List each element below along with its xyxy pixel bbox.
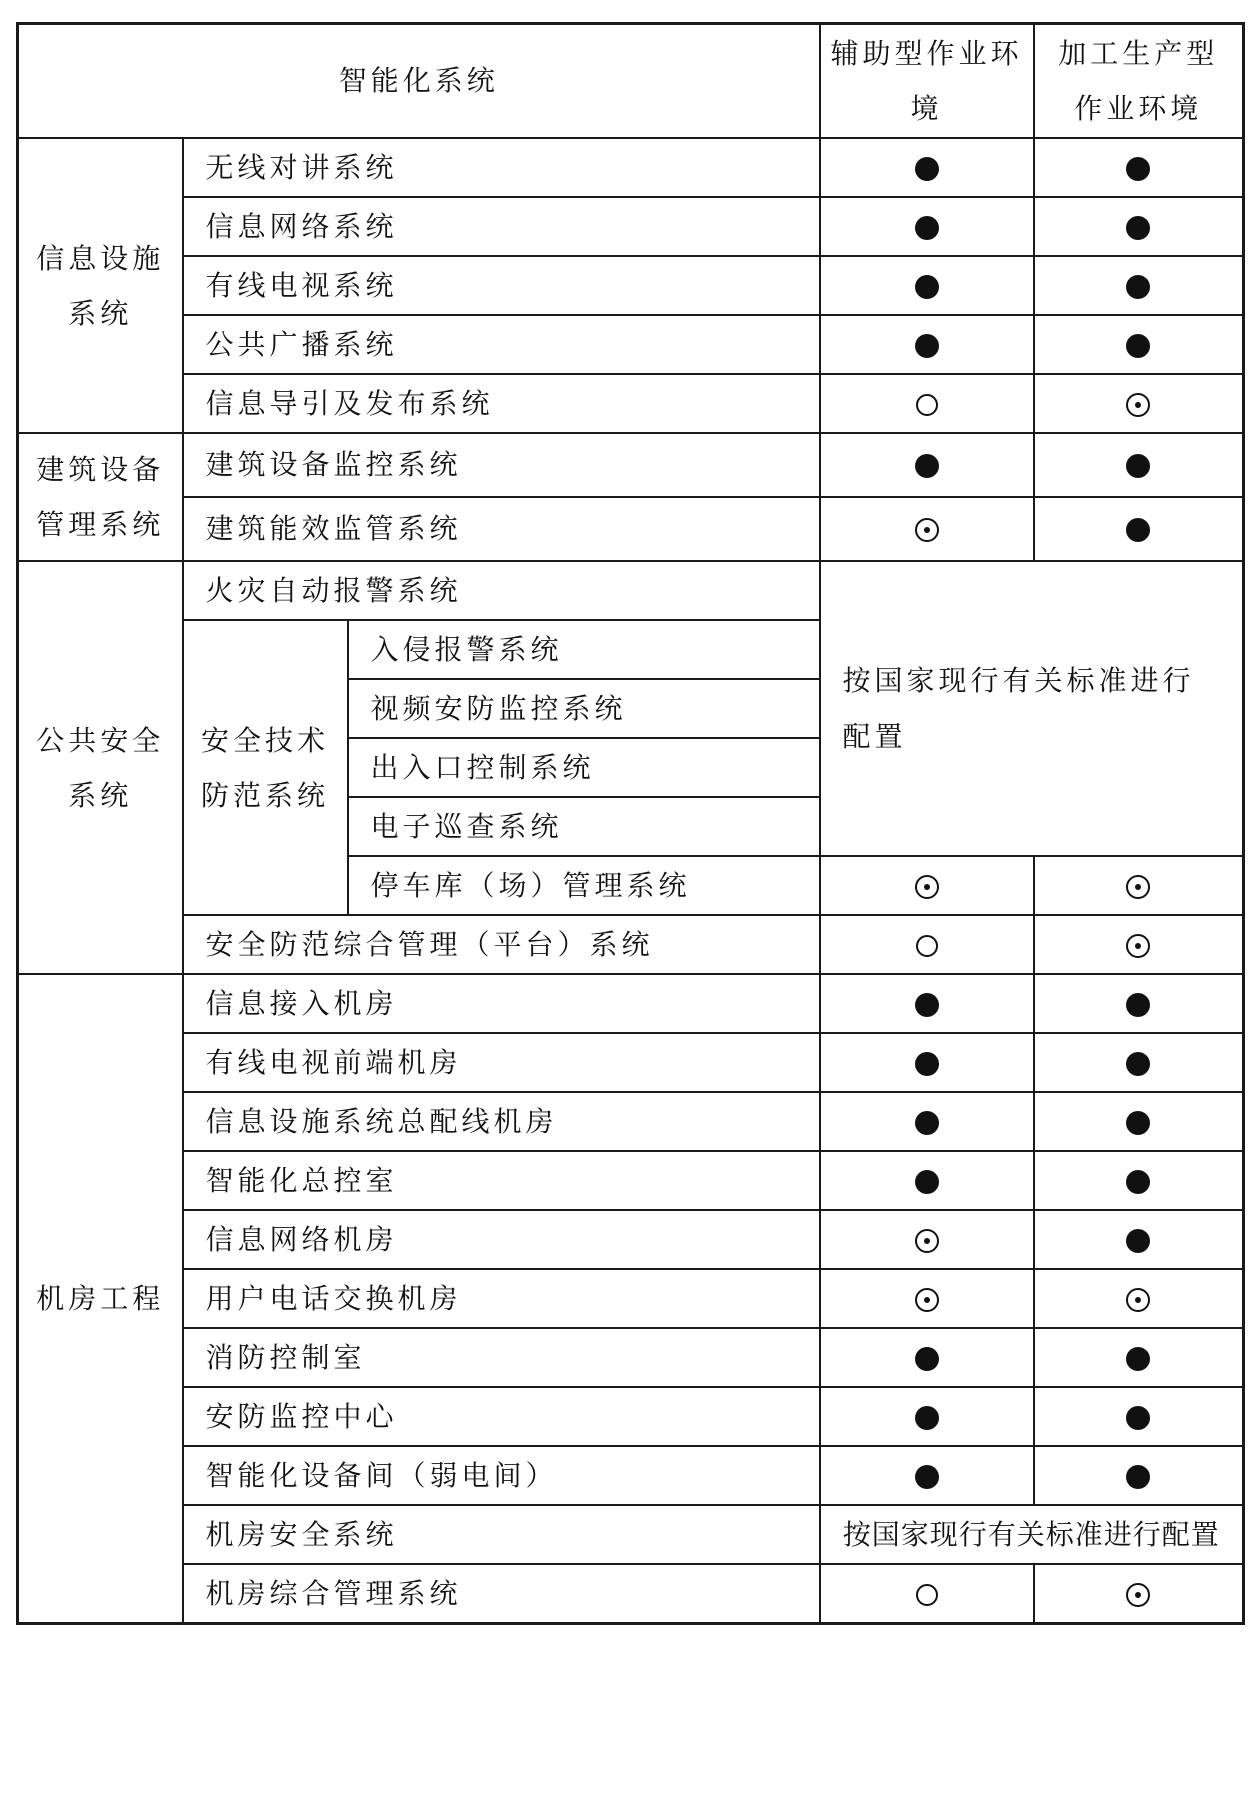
- row-name: 公共广播系统: [183, 315, 820, 374]
- dot-icon: [1126, 1347, 1150, 1371]
- row-name: 信息设施系统总配线机房: [183, 1092, 820, 1151]
- mark-auxiliary: [820, 1564, 1034, 1624]
- mark-processing: [1034, 497, 1244, 561]
- group-machine: 机房工程: [18, 974, 183, 1624]
- mark-processing: [1034, 315, 1244, 374]
- group-info: 信息设施系统: [18, 138, 183, 433]
- dot-icon: [1126, 157, 1150, 181]
- row-name: 信息接入机房: [183, 974, 820, 1033]
- row-name: 建筑设备监控系统: [183, 433, 820, 497]
- mark-auxiliary: [820, 915, 1034, 974]
- dot-icon: [1126, 1052, 1150, 1076]
- dot-icon: [1126, 1465, 1150, 1489]
- table-row: [18, 138, 1244, 197]
- row-name: 有线电视前端机房: [183, 1033, 820, 1092]
- config-table: [16, 22, 1245, 1625]
- dot-icon: [915, 275, 939, 299]
- table-row: [18, 1564, 1244, 1624]
- mark-processing: [1034, 974, 1244, 1033]
- table-row: [18, 974, 1244, 1033]
- header-system: 智能化系统: [18, 24, 820, 139]
- dot-icon: [915, 334, 939, 358]
- row-name: 停车库（场）管理系统: [348, 856, 820, 915]
- mark-auxiliary: [820, 315, 1034, 374]
- group-security: 公共安全系统: [18, 561, 183, 974]
- mark-processing: [1034, 138, 1244, 197]
- dot-icon: [915, 1052, 939, 1076]
- table-row: [18, 1387, 1244, 1446]
- ringdot-icon: [915, 518, 939, 542]
- row-name: 机房综合管理系统: [183, 1564, 820, 1624]
- ringdot-icon: [915, 875, 939, 899]
- ringdot-icon: [1126, 934, 1150, 958]
- table-row: [18, 1505, 1244, 1564]
- dot-icon: [915, 216, 939, 240]
- dot-icon: [1126, 454, 1150, 478]
- header-auxiliary: 辅助型作业环境: [820, 24, 1034, 139]
- row-name: 入侵报警系统: [348, 620, 820, 679]
- table-wrapper: [16, 22, 1245, 1625]
- dot-icon: [1126, 334, 1150, 358]
- mark-processing: [1034, 374, 1244, 433]
- mark-auxiliary: [820, 974, 1034, 1033]
- header-processing: 加工生产型作业环境: [1034, 24, 1244, 139]
- row-name: 有线电视系统: [183, 256, 820, 315]
- dot-icon: [915, 157, 939, 181]
- ringdot-icon: [1126, 1583, 1150, 1607]
- mark-auxiliary: [820, 1092, 1034, 1151]
- mark-processing: [1034, 256, 1244, 315]
- dot-icon: [1126, 993, 1150, 1017]
- ringdot-icon: [1126, 1288, 1150, 1312]
- mark-processing: [1034, 1387, 1244, 1446]
- table-row: [18, 497, 1244, 561]
- dot-icon: [915, 454, 939, 478]
- mark-auxiliary: [820, 1269, 1034, 1328]
- mark-processing: [1034, 1446, 1244, 1505]
- row-name: 智能化设备间（弱电间）: [183, 1446, 820, 1505]
- group-building: 建筑设备管理系统: [18, 433, 183, 561]
- security-merged-note: 按国家现行有关标准进行配置: [820, 561, 1244, 856]
- mark-auxiliary: [820, 1387, 1034, 1446]
- table-row: [18, 915, 1244, 974]
- mark-processing: [1034, 1092, 1244, 1151]
- row-name: 信息网络机房: [183, 1210, 820, 1269]
- mark-auxiliary: [820, 856, 1034, 915]
- ring-icon: [916, 1584, 938, 1606]
- mark-auxiliary: [820, 1033, 1034, 1092]
- mark-processing: [1034, 856, 1244, 915]
- dot-icon: [1126, 1170, 1150, 1194]
- table-row: [18, 1092, 1244, 1151]
- ringdot-icon: [1126, 393, 1150, 417]
- table-row: [18, 1269, 1244, 1328]
- group-sectech: 安全技术防范系统: [183, 620, 348, 915]
- row-name: 安防监控中心: [183, 1387, 820, 1446]
- mark-auxiliary: [820, 1446, 1034, 1505]
- mark-auxiliary: [820, 1210, 1034, 1269]
- mark-auxiliary: [820, 433, 1034, 497]
- dot-icon: [1126, 275, 1150, 299]
- mark-processing: [1034, 1328, 1244, 1387]
- table-row: [18, 1033, 1244, 1092]
- ringdot-icon: [915, 1229, 939, 1253]
- header-row: [18, 24, 1244, 139]
- mark-processing: [1034, 1033, 1244, 1092]
- mark-processing: [1034, 915, 1244, 974]
- dot-icon: [915, 1347, 939, 1371]
- row-name: 信息导引及发布系统: [183, 374, 820, 433]
- ringdot-icon: [915, 1288, 939, 1312]
- ring-icon: [916, 394, 938, 416]
- dot-icon: [1126, 1406, 1150, 1430]
- mark-auxiliary: [820, 374, 1034, 433]
- dot-icon: [1126, 1229, 1150, 1253]
- row-name: 消防控制室: [183, 1328, 820, 1387]
- dot-icon: [1126, 518, 1150, 542]
- mark-processing: [1034, 1269, 1244, 1328]
- mark-processing: [1034, 433, 1244, 497]
- table-row: [18, 374, 1244, 433]
- mark-auxiliary: [820, 1328, 1034, 1387]
- row-name: 建筑能效监管系统: [183, 497, 820, 561]
- dot-icon: [915, 993, 939, 1017]
- table-row: [18, 1328, 1244, 1387]
- table-row: [18, 1151, 1244, 1210]
- ring-icon: [916, 935, 938, 957]
- mark-auxiliary: [820, 197, 1034, 256]
- mark-auxiliary: [820, 138, 1034, 197]
- table-row: [18, 433, 1244, 497]
- machine-merged-note: 按国家现行有关标准进行配置: [820, 1505, 1244, 1564]
- table-row: [18, 197, 1244, 256]
- mark-processing: [1034, 197, 1244, 256]
- mark-processing: [1034, 1210, 1244, 1269]
- ringdot-icon: [1126, 875, 1150, 899]
- dot-icon: [915, 1465, 939, 1489]
- row-name: 出入口控制系统: [348, 738, 820, 797]
- dot-icon: [915, 1111, 939, 1135]
- row-name: 电子巡查系统: [348, 797, 820, 856]
- table-row: [18, 1446, 1244, 1505]
- row-name: 视频安防监控系统: [348, 679, 820, 738]
- dot-icon: [915, 1170, 939, 1194]
- table-row: [18, 315, 1244, 374]
- table-row: [18, 256, 1244, 315]
- mark-auxiliary: [820, 497, 1034, 561]
- row-name: 机房安全系统: [183, 1505, 820, 1564]
- row-name: 智能化总控室: [183, 1151, 820, 1210]
- row-name: 火灾自动报警系统: [183, 561, 820, 620]
- dot-icon: [1126, 1111, 1150, 1135]
- dot-icon: [915, 1406, 939, 1430]
- row-name: 无线对讲系统: [183, 138, 820, 197]
- row-name: 信息网络系统: [183, 197, 820, 256]
- table-row: [18, 561, 1244, 620]
- row-name: 用户电话交换机房: [183, 1269, 820, 1328]
- mark-processing: [1034, 1564, 1244, 1624]
- mark-auxiliary: [820, 1151, 1034, 1210]
- table-row: [18, 1210, 1244, 1269]
- mark-auxiliary: [820, 256, 1034, 315]
- mark-processing: [1034, 1151, 1244, 1210]
- dot-icon: [1126, 216, 1150, 240]
- row-name: 安全防范综合管理（平台）系统: [183, 915, 820, 974]
